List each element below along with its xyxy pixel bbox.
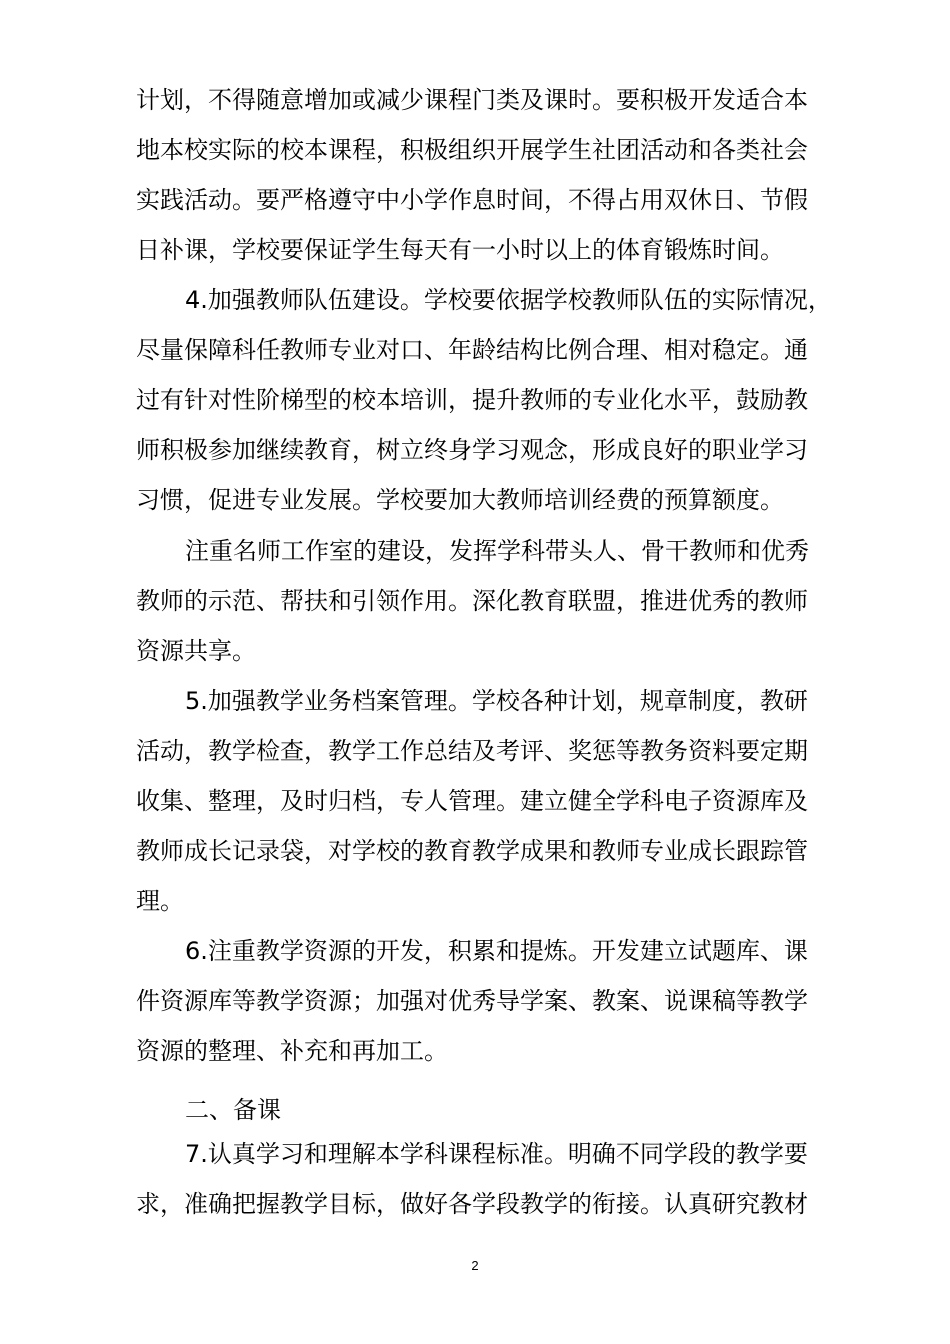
text-line: 7.认真学习和理解本学科课程标准。明确不同学段的教学要 [185, 1140, 808, 1168]
text-line: 过有针对性阶梯型的校本培训，提升教师的专业化水平，鼓励教 [136, 386, 808, 414]
text-line: 实践活动。要严格遵守中小学作息时间，不得占用双休日、节假 [136, 186, 808, 214]
text-line: 师积极参加继续教育，树立终身学习观念，形成良好的职业学习 [136, 436, 808, 464]
text-line: 地本校实际的校本课程，积极组织开展学生社团活动和各类社会 [136, 136, 808, 164]
section-heading: 二、备课 [185, 1096, 281, 1124]
text-line: 教师成长记录袋，对学校的教育教学成果和教师专业成长跟踪管 [136, 837, 808, 865]
text-line: 4.加强教师队伍建设。学校要依据学校教师队伍的实际情况， [185, 286, 832, 314]
text-line: 教师的示范、帮扶和引领作用。深化教育联盟，推进优秀的教师 [136, 587, 808, 615]
text-line: 资源的整理、补充和再加工。 [136, 1037, 448, 1065]
text-line: 件资源库等教学资源；加强对优秀导学案、教案、说课稿等教学 [136, 987, 808, 1015]
text-line: 习惯，促进专业发展。学校要加大教师培训经费的预算额度。 [136, 486, 784, 514]
page-number: 2 [471, 1258, 479, 1273]
text-line: 理。 [136, 887, 184, 915]
text-line: 活动，教学检查，教学工作总结及考评、奖惩等教务资料要定期 [136, 737, 808, 765]
text-line: 求，准确把握教学目标，做好各学段教学的衔接。认真研究教材 [136, 1190, 808, 1218]
text-line: 尽量保障科任教师专业对口、年龄结构比例合理、相对稳定。通 [136, 336, 808, 364]
text-line: 收集、整理，及时归档，专人管理。建立健全学科电子资源库及 [136, 787, 808, 815]
text-line: 计划，不得随意增加或减少课程门类及课时。要积极开发适合本 [136, 86, 808, 114]
text-line: 注重名师工作室的建设，发挥学科带头人、骨干教师和优秀 [185, 537, 809, 565]
text-line: 6.注重教学资源的开发，积累和提炼。开发建立试题库、课 [185, 937, 808, 965]
text-line: 5.加强教学业务档案管理。学校各种计划，规章制度，教研 [185, 687, 808, 715]
text-line: 资源共享。 [136, 637, 256, 665]
text-line: 日补课，学校要保证学生每天有一小时以上的体育锻炼时间。 [136, 236, 784, 264]
